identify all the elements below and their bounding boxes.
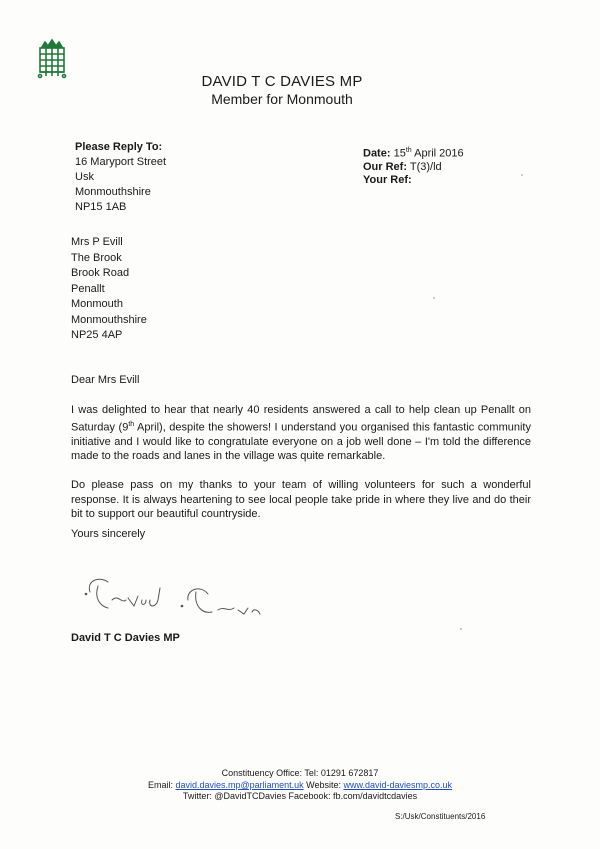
recipient-line: NP25 4AP (71, 329, 123, 341)
date-label: Date: (363, 147, 391, 160)
date-line (363, 144, 464, 161)
recipient-line: Brook Road (71, 267, 130, 279)
mp-name: DAVID T C DAVIES MP (201, 73, 363, 90)
scan-speck (460, 628, 462, 630)
website-link[interactable]: www.david-daviesmp.co.uk (343, 780, 453, 790)
our-ref-label: Our Ref: (363, 160, 407, 173)
website-label: Website: (303, 780, 344, 790)
body-paragraph-1 (71, 403, 531, 464)
date-suffix: th (405, 147, 412, 154)
signatory-name: David T C Davies MP (71, 632, 180, 644)
reply-address-line: NP15 1AB (75, 201, 127, 213)
recipient-address-block (71, 235, 147, 344)
recipient-line: Mrs P Evill (71, 236, 123, 248)
recipient-line: Monmouthshire (71, 313, 147, 326)
reply-address-line: Monmouthshire (75, 186, 151, 198)
your-ref-line (363, 174, 464, 187)
date-day: 15 (393, 147, 406, 160)
p1-text-b: April), despite the showers! I understand you organised this fantastic community initiative and I would like to congratulate everyone on a job well done – I'm told the difference made to the roads and lanes in the village was quite remarkable. (71, 421, 531, 463)
salutation: Dear Mrs Evill (71, 374, 140, 386)
footer-contact-line (80, 780, 520, 792)
reference-block (363, 144, 464, 187)
email-link[interactable]: david.davies.mp@parliament.uk (175, 780, 304, 790)
reply-address-line: Usk (75, 171, 94, 183)
body-paragraph-2: Do please pass on my thanks to your team of willing volunteers for such a wonderful response. It is always heartening to see local people take pride in where they live and do their bit to support our beautiful countryside. (71, 479, 531, 520)
our-ref-line (363, 161, 464, 174)
footer-office: Constituency Office: Tel: 01291 672817 (221, 768, 379, 778)
p1-text-a: I was delighted to hear that nearly 40 residents answered a call to help clean up Penallt on Saturday (9 (71, 404, 531, 434)
recipient-line: Monmouth (71, 298, 123, 310)
p1-superscript: th (128, 420, 135, 428)
scan-speck (433, 297, 435, 299)
reply-address-block (75, 140, 166, 215)
our-ref-value: T(3)/ld (409, 160, 442, 173)
recipient-line: The Brook (71, 251, 122, 264)
scan-speck (521, 174, 523, 176)
footer-social: Twitter: @DavidTCDavies Facebook: fb.com/davidtcdavies (182, 791, 418, 801)
date-rest: April 2016 (411, 147, 464, 160)
reply-to-label: Please Reply To: (75, 141, 163, 153)
handwritten-signature (78, 570, 288, 622)
email-label: Email: (147, 780, 176, 790)
mp-role: Member for Monmouth (211, 91, 353, 107)
your-ref-label: Your Ref: (363, 173, 412, 186)
closing: Yours sincerely (71, 528, 146, 540)
recipient-line: Penallt (71, 282, 105, 295)
file-reference: S:/Usk/Constituents/2016 (395, 812, 486, 821)
reply-address-line: 16 Maryport Street (75, 156, 167, 168)
